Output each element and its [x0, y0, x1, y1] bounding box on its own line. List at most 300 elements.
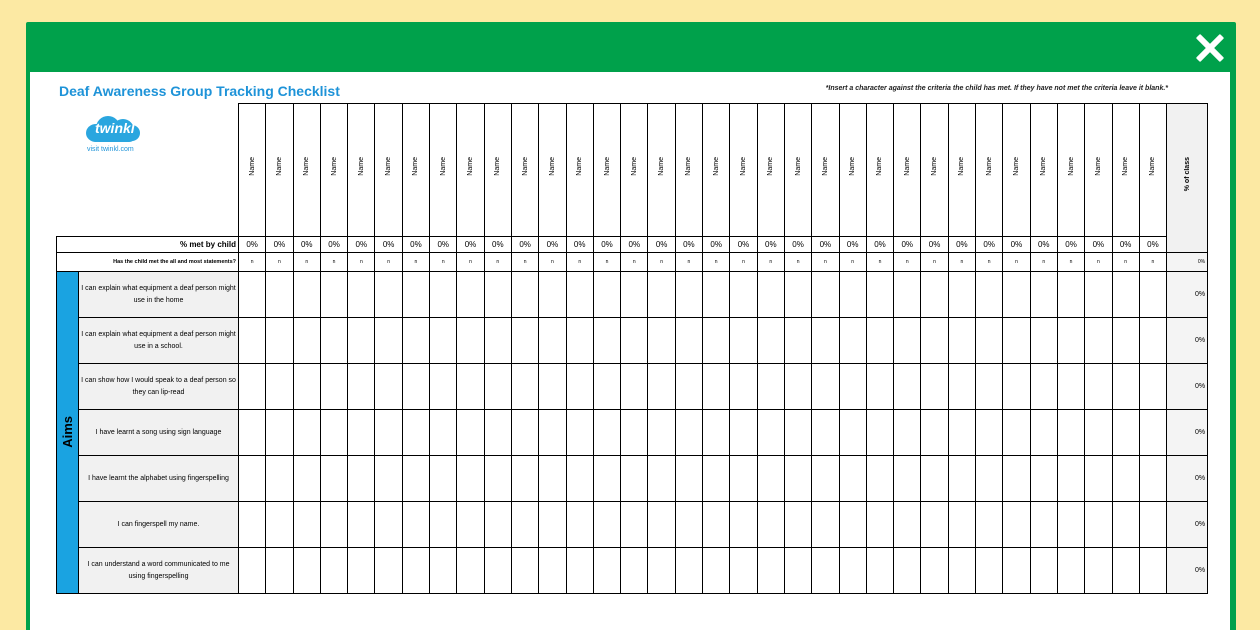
checklist-cell[interactable]: [484, 272, 511, 318]
checklist-cell[interactable]: [976, 364, 1003, 410]
checklist-cell[interactable]: [976, 318, 1003, 364]
name-label: Name: [767, 156, 775, 176]
checklist-cell[interactable]: [457, 548, 484, 594]
checklist-cell[interactable]: [757, 318, 784, 364]
checklist-cell[interactable]: [457, 410, 484, 456]
checklist-cell[interactable]: [1139, 502, 1166, 548]
name-label: Name: [794, 156, 802, 176]
name-column-header[interactable]: [484, 104, 511, 237]
checklist-cell[interactable]: [1139, 272, 1166, 318]
checklist-cell[interactable]: [1030, 272, 1057, 318]
checklist-cell[interactable]: [675, 318, 702, 364]
checklist-cell[interactable]: [375, 456, 402, 502]
checklist-cell[interactable]: [457, 364, 484, 410]
checklist-cell[interactable]: [1003, 272, 1030, 318]
checklist-cell[interactable]: [539, 548, 566, 594]
checklist-cell[interactable]: [457, 272, 484, 318]
checklist-cell[interactable]: [648, 548, 675, 594]
checklist-cell[interactable]: [566, 456, 593, 502]
checklist-cell[interactable]: [293, 548, 320, 594]
checklist-cell[interactable]: [976, 456, 1003, 502]
checklist-cell[interactable]: [703, 548, 730, 594]
checklist-cell[interactable]: [1112, 502, 1139, 548]
checklist-cell[interactable]: [784, 502, 811, 548]
checklist-cell[interactable]: [1085, 410, 1112, 456]
checklist-cell[interactable]: [539, 410, 566, 456]
checklist-cell[interactable]: [566, 318, 593, 364]
checklist-cell[interactable]: [703, 318, 730, 364]
checklist-cell[interactable]: [675, 364, 702, 410]
checklist-cell[interactable]: [948, 364, 975, 410]
checklist-cell[interactable]: [839, 502, 866, 548]
checklist-cell[interactable]: [348, 272, 375, 318]
checklist-cell[interactable]: [1057, 272, 1084, 318]
checklist-cell[interactable]: [1057, 364, 1084, 410]
checklist-cell[interactable]: [648, 502, 675, 548]
checklist-cell[interactable]: [566, 548, 593, 594]
name-column-header[interactable]: [894, 104, 921, 237]
checklist-cell[interactable]: [730, 502, 757, 548]
checklist-cell[interactable]: [703, 364, 730, 410]
checklist-cell[interactable]: [621, 318, 648, 364]
checklist-cell[interactable]: [566, 410, 593, 456]
checklist-cell[interactable]: [1003, 364, 1030, 410]
checklist-cell[interactable]: [593, 272, 620, 318]
checklist-cell[interactable]: [703, 456, 730, 502]
checklist-cell[interactable]: [894, 456, 921, 502]
checklist-cell[interactable]: [375, 548, 402, 594]
checklist-cell[interactable]: [757, 272, 784, 318]
checklist-cell[interactable]: [839, 548, 866, 594]
checklist-cell[interactable]: [866, 410, 893, 456]
all-most-value: n: [839, 253, 866, 272]
checklist-cell[interactable]: [457, 318, 484, 364]
checklist-cell[interactable]: [921, 456, 948, 502]
checklist-cell[interactable]: [457, 456, 484, 502]
checklist-cell[interactable]: [402, 410, 429, 456]
checklist-cell[interactable]: [239, 410, 266, 456]
checklist-cell[interactable]: [1030, 410, 1057, 456]
met-by-child-value: 0%: [921, 237, 948, 253]
checklist-cell[interactable]: [293, 272, 320, 318]
checklist-cell[interactable]: [593, 318, 620, 364]
logo-word: twinkl: [95, 120, 135, 136]
all-most-value: n: [675, 253, 702, 272]
checklist-cell[interactable]: [511, 410, 538, 456]
checklist-cell[interactable]: [730, 272, 757, 318]
checklist-cell[interactable]: [839, 410, 866, 456]
checklist-cell[interactable]: [784, 272, 811, 318]
checklist-cell[interactable]: [839, 272, 866, 318]
checklist-cell[interactable]: [894, 272, 921, 318]
checklist-cell[interactable]: [866, 272, 893, 318]
checklist-cell[interactable]: [566, 502, 593, 548]
checklist-cell[interactable]: [593, 456, 620, 502]
checklist-cell[interactable]: [593, 502, 620, 548]
checklist-cell[interactable]: [648, 272, 675, 318]
close-icon[interactable]: [1190, 28, 1230, 68]
name-column-header[interactable]: [1003, 104, 1030, 237]
checklist-cell[interactable]: [1085, 502, 1112, 548]
checklist-cell[interactable]: [1003, 548, 1030, 594]
checklist-cell[interactable]: [648, 456, 675, 502]
checklist-cell[interactable]: [511, 456, 538, 502]
checklist-cell[interactable]: [1112, 318, 1139, 364]
aim-statement: I have learnt the alphabet using fingerspelling: [79, 456, 239, 502]
checklist-cell[interactable]: [1112, 410, 1139, 456]
checklist-cell[interactable]: [511, 548, 538, 594]
checklist-cell[interactable]: [566, 272, 593, 318]
name-label: Name: [494, 156, 502, 176]
checklist-cell[interactable]: [348, 456, 375, 502]
checklist-cell[interactable]: [784, 548, 811, 594]
checklist-cell[interactable]: [948, 410, 975, 456]
all-most-value: n: [757, 253, 784, 272]
checklist-cell[interactable]: [703, 410, 730, 456]
checklist-cell[interactable]: [1030, 502, 1057, 548]
checklist-cell[interactable]: [948, 502, 975, 548]
checklist-cell[interactable]: [784, 318, 811, 364]
name-column-header[interactable]: [402, 104, 429, 237]
name-column-header[interactable]: [320, 104, 347, 237]
name-column-header[interactable]: [866, 104, 893, 237]
checklist-cell[interactable]: [921, 364, 948, 410]
instruction-note: *Insert a character against the criteria the child has met. If they have not met the criteria leave it blank.*: [825, 85, 1168, 92]
checklist-cell[interactable]: [266, 548, 293, 594]
checklist-cell[interactable]: [375, 364, 402, 410]
name-column-header[interactable]: [1030, 104, 1057, 237]
checklist-cell[interactable]: [375, 318, 402, 364]
name-column-header[interactable]: [266, 104, 293, 237]
checklist-cell[interactable]: [621, 502, 648, 548]
checklist-cell[interactable]: [948, 272, 975, 318]
met-by-child-value: 0%: [375, 237, 402, 253]
checklist-cell[interactable]: [1112, 272, 1139, 318]
checklist-cell[interactable]: [484, 548, 511, 594]
checklist-cell[interactable]: [866, 318, 893, 364]
checklist-cell[interactable]: [320, 410, 347, 456]
checklist-cell[interactable]: [976, 272, 1003, 318]
checklist-cell[interactable]: [239, 456, 266, 502]
checklist-cell[interactable]: [593, 410, 620, 456]
checklist-cell[interactable]: [894, 410, 921, 456]
checklist-cell[interactable]: [948, 318, 975, 364]
checklist-cell[interactable]: [266, 364, 293, 410]
checklist-cell[interactable]: [976, 410, 1003, 456]
name-column-header[interactable]: [539, 104, 566, 237]
checklist-cell[interactable]: [539, 456, 566, 502]
checklist-cell[interactable]: [402, 502, 429, 548]
checklist-cell[interactable]: [1003, 502, 1030, 548]
checklist-cell[interactable]: [320, 272, 347, 318]
met-by-child-value: 0%: [566, 237, 593, 253]
name-column-header[interactable]: [976, 104, 1003, 237]
checklist-cell[interactable]: [430, 410, 457, 456]
checklist-cell[interactable]: [648, 318, 675, 364]
met-by-child-value: 0%: [1085, 237, 1112, 253]
checklist-cell[interactable]: [621, 364, 648, 410]
checklist-cell[interactable]: [621, 456, 648, 502]
checklist-cell[interactable]: [730, 548, 757, 594]
checklist-cell[interactable]: [1085, 318, 1112, 364]
checklist-cell[interactable]: [812, 410, 839, 456]
checklist-cell[interactable]: [866, 548, 893, 594]
checklist-cell[interactable]: [921, 318, 948, 364]
checklist-cell[interactable]: [757, 364, 784, 410]
checklist-cell[interactable]: [293, 364, 320, 410]
checklist-cell[interactable]: [948, 456, 975, 502]
name-column-header[interactable]: [921, 104, 948, 237]
name-column-header[interactable]: [566, 104, 593, 237]
checklist-cell[interactable]: [1057, 318, 1084, 364]
name-column-header[interactable]: [457, 104, 484, 237]
checklist-cell[interactable]: [730, 318, 757, 364]
checklist-cell[interactable]: [703, 502, 730, 548]
checklist-cell[interactable]: [621, 410, 648, 456]
checklist-cell[interactable]: [1085, 456, 1112, 502]
checklist-cell[interactable]: [484, 502, 511, 548]
name-column-header[interactable]: [511, 104, 538, 237]
checklist-cell[interactable]: [812, 502, 839, 548]
checklist-cell[interactable]: [348, 548, 375, 594]
checklist-cell[interactable]: [1112, 456, 1139, 502]
name-column-header[interactable]: [675, 104, 702, 237]
checklist-cell[interactable]: [320, 456, 347, 502]
checklist-cell[interactable]: [1085, 548, 1112, 594]
checklist-cell[interactable]: [375, 272, 402, 318]
name-column-header[interactable]: [730, 104, 757, 237]
name-column-header[interactable]: [703, 104, 730, 237]
checklist-cell[interactable]: [976, 548, 1003, 594]
checklist-cell[interactable]: [921, 410, 948, 456]
checklist-cell[interactable]: [1139, 410, 1166, 456]
checklist-cell[interactable]: [866, 502, 893, 548]
checklist-cell[interactable]: [266, 318, 293, 364]
checklist-cell[interactable]: [266, 456, 293, 502]
checklist-cell[interactable]: [948, 548, 975, 594]
checklist-cell[interactable]: [648, 410, 675, 456]
checklist-cell[interactable]: [866, 456, 893, 502]
checklist-cell[interactable]: [348, 364, 375, 410]
name-column-header[interactable]: [375, 104, 402, 237]
name-label: Name: [739, 156, 747, 176]
checklist-cell[interactable]: [757, 548, 784, 594]
checklist-cell[interactable]: [539, 272, 566, 318]
aim-class-percent: 0%: [1167, 548, 1208, 594]
checklist-cell[interactable]: [1030, 364, 1057, 410]
checklist-cell[interactable]: [812, 318, 839, 364]
checklist-cell[interactable]: [348, 318, 375, 364]
checklist-cell[interactable]: [812, 364, 839, 410]
checklist-cell[interactable]: [320, 502, 347, 548]
checklist-cell[interactable]: [757, 456, 784, 502]
checklist-cell[interactable]: [812, 272, 839, 318]
name-column-header[interactable]: [1139, 104, 1166, 237]
checklist-cell[interactable]: [894, 548, 921, 594]
checklist-cell[interactable]: [375, 410, 402, 456]
name-column-header[interactable]: [839, 104, 866, 237]
checklist-cell[interactable]: [757, 502, 784, 548]
checklist-cell[interactable]: [239, 364, 266, 410]
checklist-cell[interactable]: [293, 410, 320, 456]
checklist-cell[interactable]: [511, 502, 538, 548]
all-most-value: n: [703, 253, 730, 272]
checklist-cell[interactable]: [402, 364, 429, 410]
checklist-cell[interactable]: [402, 456, 429, 502]
checklist-cell[interactable]: [675, 548, 702, 594]
met-by-child-value: 0%: [675, 237, 702, 253]
checklist-cell[interactable]: [621, 272, 648, 318]
checklist-cell[interactable]: [430, 456, 457, 502]
checklist-cell[interactable]: [239, 318, 266, 364]
checklist-cell[interactable]: [1112, 548, 1139, 594]
modal-frame: [26, 22, 1236, 630]
checklist-cell[interactable]: [430, 318, 457, 364]
name-label: Name: [1122, 156, 1130, 176]
name-column-header[interactable]: [593, 104, 620, 237]
checklist-cell[interactable]: [293, 502, 320, 548]
name-column-header[interactable]: [812, 104, 839, 237]
checklist-cell[interactable]: [457, 502, 484, 548]
checklist-cell[interactable]: [894, 318, 921, 364]
checklist-cell[interactable]: [1139, 318, 1166, 364]
checklist-cell[interactable]: [1139, 456, 1166, 502]
all-most-value: n: [784, 253, 811, 272]
name-column-header[interactable]: [293, 104, 320, 237]
checklist-cell[interactable]: [1139, 364, 1166, 410]
aim-row: [57, 456, 1208, 502]
checklist-cell[interactable]: [320, 318, 347, 364]
checklist-cell[interactable]: [1003, 318, 1030, 364]
name-column-header[interactable]: [784, 104, 811, 237]
aim-class-percent: 0%: [1167, 318, 1208, 364]
checklist-cell[interactable]: [784, 364, 811, 410]
checklist-cell[interactable]: [784, 456, 811, 502]
name-label: Name: [357, 156, 365, 176]
checklist-cell[interactable]: [648, 364, 675, 410]
checklist-cell[interactable]: [430, 272, 457, 318]
checklist-cell[interactable]: [675, 456, 702, 502]
checklist-cell[interactable]: [1057, 410, 1084, 456]
checklist-cell[interactable]: [511, 272, 538, 318]
checklist-cell[interactable]: [1139, 548, 1166, 594]
checklist-cell[interactable]: [839, 318, 866, 364]
checklist-cell[interactable]: [266, 272, 293, 318]
checklist-cell[interactable]: [1003, 410, 1030, 456]
checklist-cell[interactable]: [921, 272, 948, 318]
checklist-cell[interactable]: [921, 548, 948, 594]
checklist-cell[interactable]: [239, 272, 266, 318]
name-column-header[interactable]: [1112, 104, 1139, 237]
checklist-cell[interactable]: [1030, 456, 1057, 502]
checklist-cell[interactable]: [539, 318, 566, 364]
checklist-cell[interactable]: [675, 272, 702, 318]
met-by-child-value: 0%: [839, 237, 866, 253]
checklist-cell[interactable]: [348, 502, 375, 548]
checklist-cell[interactable]: [1112, 364, 1139, 410]
checklist-cell[interactable]: [239, 502, 266, 548]
checklist-cell[interactable]: [1057, 548, 1084, 594]
name-column-header[interactable]: [1085, 104, 1112, 237]
checklist-cell[interactable]: [511, 318, 538, 364]
all-most-value: n: [566, 253, 593, 272]
checklist-cell[interactable]: [320, 548, 347, 594]
checklist-cell[interactable]: [839, 364, 866, 410]
name-column-header[interactable]: [430, 104, 457, 237]
checklist-cell[interactable]: [1057, 456, 1084, 502]
checklist-cell[interactable]: [293, 456, 320, 502]
checklist-cell[interactable]: [511, 364, 538, 410]
checklist-cell[interactable]: [484, 456, 511, 502]
checklist-cell[interactable]: [675, 410, 702, 456]
checklist-cell[interactable]: [266, 410, 293, 456]
checklist-cell[interactable]: [348, 410, 375, 456]
name-column-header[interactable]: [348, 104, 375, 237]
checklist-cell[interactable]: [1030, 548, 1057, 594]
checklist-cell[interactable]: [375, 502, 402, 548]
name-column-header[interactable]: [621, 104, 648, 237]
checklist-cell[interactable]: [320, 364, 347, 410]
checklist-cell[interactable]: [266, 502, 293, 548]
checklist-cell[interactable]: [484, 410, 511, 456]
logo-url: visit twinkl.com: [87, 146, 134, 153]
checklist-cell[interactable]: [866, 364, 893, 410]
checklist-cell[interactable]: [539, 502, 566, 548]
checklist-cell[interactable]: [293, 318, 320, 364]
checklist-cell[interactable]: [239, 548, 266, 594]
checklist-cell[interactable]: [484, 364, 511, 410]
checklist-cell[interactable]: [402, 548, 429, 594]
checklist-cell[interactable]: [402, 272, 429, 318]
checklist-cell[interactable]: [1085, 364, 1112, 410]
checklist-cell[interactable]: [839, 456, 866, 502]
checklist-cell[interactable]: [1057, 502, 1084, 548]
checklist-cell[interactable]: [593, 548, 620, 594]
checklist-cell[interactable]: [1003, 456, 1030, 502]
checklist-cell[interactable]: [484, 318, 511, 364]
checklist-cell[interactable]: [621, 548, 648, 594]
name-column-header[interactable]: [1057, 104, 1084, 237]
checklist-cell[interactable]: [1030, 318, 1057, 364]
checklist-cell[interactable]: [675, 502, 702, 548]
name-column-header[interactable]: [948, 104, 975, 237]
checklist-cell[interactable]: [430, 548, 457, 594]
checklist-cell[interactable]: [730, 364, 757, 410]
name-column-header[interactable]: [239, 104, 266, 237]
checklist-cell[interactable]: [784, 410, 811, 456]
checklist-cell[interactable]: [430, 364, 457, 410]
checklist-cell[interactable]: [703, 272, 730, 318]
checklist-cell[interactable]: [539, 364, 566, 410]
checklist-cell[interactable]: [430, 502, 457, 548]
checklist-cell[interactable]: [593, 364, 620, 410]
checklist-cell[interactable]: [894, 364, 921, 410]
checklist-cell[interactable]: [812, 548, 839, 594]
checklist-cell[interactable]: [976, 502, 1003, 548]
checklist-cell[interactable]: [812, 456, 839, 502]
checklist-cell[interactable]: [921, 502, 948, 548]
met-by-child-value: 0%: [948, 237, 975, 253]
checklist-cell[interactable]: [1085, 272, 1112, 318]
checklist-cell[interactable]: [757, 410, 784, 456]
checklist-cell[interactable]: [730, 410, 757, 456]
name-column-header[interactable]: [757, 104, 784, 237]
checklist-cell[interactable]: [566, 364, 593, 410]
checklist-cell[interactable]: [730, 456, 757, 502]
checklist-cell[interactable]: [894, 502, 921, 548]
name-column-header[interactable]: [648, 104, 675, 237]
checklist-cell[interactable]: [402, 318, 429, 364]
